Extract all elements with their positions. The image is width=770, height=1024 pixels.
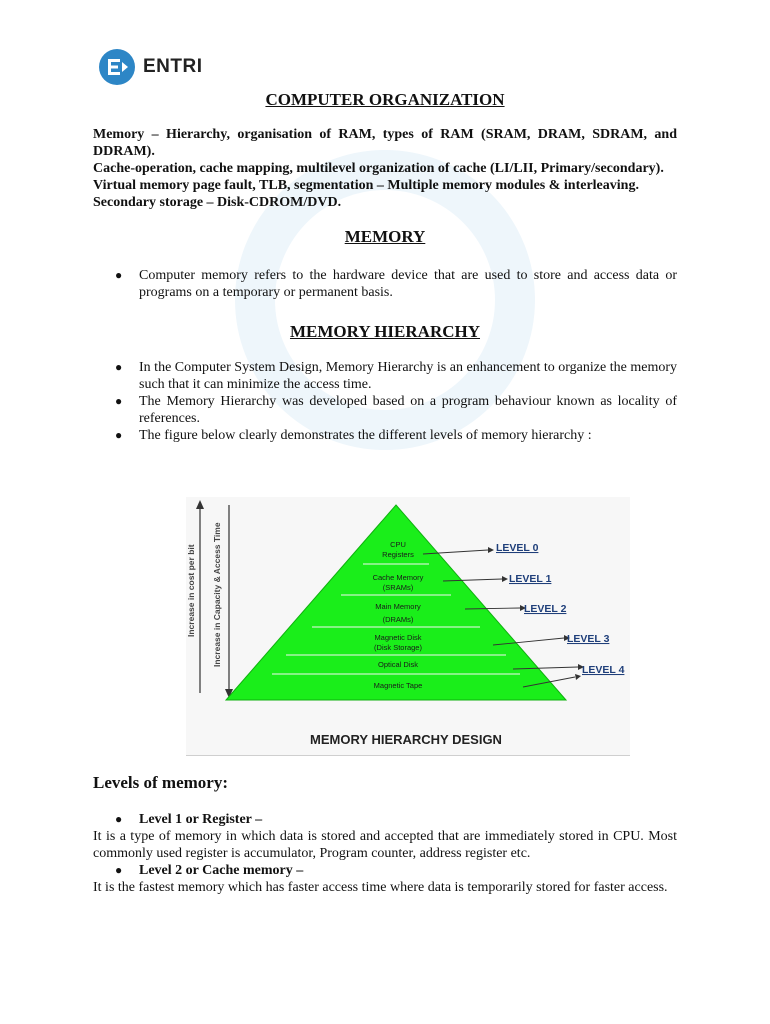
level-label-0: LEVEL 0 <box>496 542 539 554</box>
level-title-text: Level 1 or Register – <box>139 812 263 827</box>
band-label-drams: (DRAMs) <box>382 615 414 624</box>
bullet-text: The Memory Hierarchy was developed based on a program behaviour known as locality of references. <box>139 394 677 426</box>
level-label-3: LEVEL 3 <box>567 633 610 645</box>
level-item-text: It is a type of memory in which data is stored and accepted that are immediately stored in CPU. Most commonly used register is accumulator, Program counter, address register etc. <box>93 829 677 861</box>
bullet-icon: ● <box>115 394 123 408</box>
band-label-cpu: CPU <box>390 540 406 549</box>
figure-caption: MEMORY HIERARCHY DESIGN <box>310 732 502 747</box>
topic-line: Secondary storage – Disk-CDROM/DVD. <box>93 195 342 210</box>
bullet-icon: ● <box>115 360 123 374</box>
entri-logo-icon <box>99 49 135 85</box>
bullet-icon: ● <box>115 863 123 877</box>
bullet-icon: ● <box>115 268 123 282</box>
topics-list <box>93 126 677 211</box>
hierarchy-bullets <box>93 359 677 444</box>
level-label-4: LEVEL 4 <box>582 664 625 676</box>
bullet-text: The figure below clearly demonstrates the different levels of memory hierarchy : <box>139 428 592 443</box>
bullet-item <box>93 393 677 427</box>
band-label-magnetic-tape: Magnetic Tape <box>373 681 423 690</box>
band-label-main-memory: Main Memory <box>375 602 421 611</box>
band-label-srams: (SRAMs) <box>382 583 414 592</box>
band-label-optical-disk: Optical Disk <box>377 660 419 669</box>
topic-line: Cache-operation, cache mapping, multilevel organization of cache (LI/LII, Primary/secondary). <box>93 161 664 176</box>
page-title: COMPUTER ORGANIZATION <box>265 90 505 109</box>
band-label-cache: Cache Memory <box>372 573 424 582</box>
axis-cost-label: Increase in cost per bit <box>186 544 196 637</box>
level-item-title <box>93 862 677 879</box>
bullet-text: Computer memory refers to the hardware device that are used to store and access data or programs on a temporary or permanent basis. <box>139 268 677 300</box>
brand-logo <box>99 49 203 85</box>
memory-bullets <box>93 267 677 301</box>
level-item-text: It is the fastest memory which has faster access time where data is temporarily stored for faster access. <box>93 880 668 895</box>
level-item-title <box>93 811 677 828</box>
bullet-icon: ● <box>115 812 123 826</box>
bullet-icon: ● <box>115 428 123 442</box>
axis-capacity-label: Increase in Capacity & Access Time <box>212 522 222 667</box>
level-label-2: LEVEL 2 <box>524 603 567 615</box>
memory-hierarchy-diagram <box>186 497 630 755</box>
memory-heading: MEMORY <box>344 227 426 246</box>
bullet-item <box>93 359 677 393</box>
band-label-registers: Registers <box>382 550 414 559</box>
bullet-item <box>93 267 677 301</box>
memory-hierarchy-figure <box>186 497 630 756</box>
levels-heading: Levels of memory: <box>93 773 229 792</box>
memory-hierarchy-heading: MEMORY HIERARCHY <box>289 322 480 341</box>
band-label-magnetic-disk: Magnetic Disk <box>374 633 422 642</box>
level-title-text: Level 2 or Cache memory – <box>139 863 304 878</box>
topic-line: Virtual memory page fault, TLB, segmentation – Multiple memory modules & interleaving. <box>93 178 639 193</box>
level-label-1: LEVEL 1 <box>509 573 552 585</box>
bullet-text: In the Computer System Design, Memory Hierarchy is an enhancement to organize the memory such that it can minimize the access time. <box>139 360 677 392</box>
level-item <box>93 862 677 896</box>
brand-name: ENTRI <box>143 56 203 77</box>
document-body <box>93 88 677 444</box>
band-label-disk-storage: (Disk Storage) <box>374 643 422 652</box>
topic-line: Memory – Hierarchy, organisation of RAM, types of RAM (SRAM, DRAM, SDRAM, and DDRAM). <box>93 127 677 159</box>
level-item <box>93 811 677 862</box>
bullet-item <box>93 427 677 444</box>
